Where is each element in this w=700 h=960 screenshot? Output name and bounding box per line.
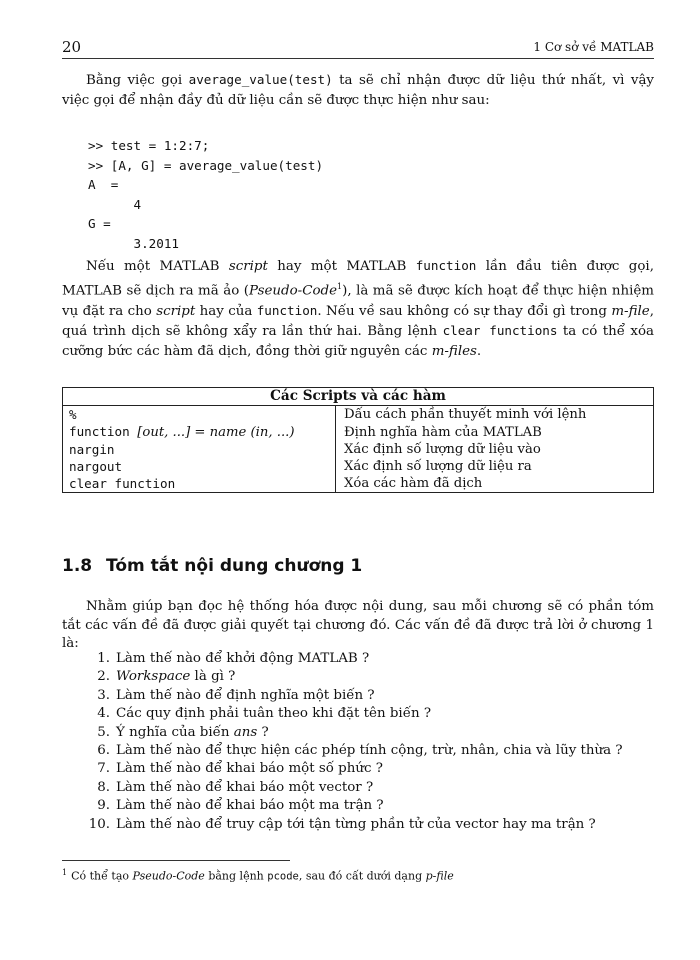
paragraph-summary-intro: Nhằm giúp bạn đọc hệ thống hóa được nội dung, sau mỗi chương sẽ có phần tóm tắt các vấn đề đã được giải quyết tại chương đó. Các vấn đề đã được trả lời ở chương 1 là:	[62, 599, 654, 652]
footnote-mark: 1	[62, 868, 68, 877]
section-title: Tóm tắt nội dung chương 1	[106, 556, 363, 576]
page-header	[62, 38, 654, 59]
table-row: function [out, ...] = name (in, ...) Định nghĩa hàm của MATLAB	[63, 423, 654, 441]
section-number: 1.8	[62, 556, 93, 576]
code-block: >> test = 1:2:7; >> [A, G] = average_value(test) A = 4 G = 3.2011	[88, 138, 324, 251]
footnote-divider	[62, 860, 290, 861]
list-item: 3. Làm thế nào để định nghĩa một biến ?	[97, 687, 375, 703]
list-item: 5. Ý nghĩa của biến ans ?	[97, 724, 269, 740]
paragraph-intro: Bằng việc gọi average_value(test) ta sẽ chỉ nhận được dữ liệu thứ nhất, vì vậy việc gọi để nhận đầy đủ dữ liệu cần sẽ được thực hiện như sau:	[62, 72, 655, 108]
list-item: 9. Làm thế nào để khai báo một ma trận ?	[97, 798, 384, 814]
footnote-ref[interactable]: 1	[337, 281, 343, 291]
list-item: 6. Làm thế nào để thực hiện các phép tính cộng, trừ, nhân, chia và lũy thừa ?	[97, 743, 623, 759]
table-title: Các Scripts và các hàm	[63, 388, 654, 406]
section-heading	[62, 556, 362, 576]
table-row: % Dấu cách phần thuyết minh với lệnh	[63, 406, 654, 424]
table-row: clear function Xóa các hàm đã dịch	[63, 475, 654, 493]
footnote: $^1$ Có thể tạo Pseudo-Code bằng lệnh pcode, sau đó cất dưới dạng p-file	[62, 868, 454, 883]
question-list	[62, 650, 654, 834]
list-item: 1. Làm thế nào để khởi động MATLAB ?	[97, 651, 370, 666]
table-row: nargin Xác định số lượng dữ liệu vào	[63, 441, 654, 458]
page-number: 20	[62, 38, 82, 56]
running-title: 1 Cơ sở về MATLAB	[533, 40, 654, 54]
paragraph-pseudo-code: Nếu một MATLAB script hay một MATLAB function lần đầu tiên được gọi, MATLAB sẽ dịch ra mã ảo (Pseudo-Code$^1$), là mã sẽ được kích hoạt để thực hiện nhiệm vụ đặt ra cho script hay của function. Nếu về sau không có sự thay đổi gì trong m-file, quá trình dịch sẽ không xẩy ra lần thứ hai. Bằng lệnh clear functions ta có thể xóa cưỡng bức các hàm đã dịch, đồng thời giữ nguyên các m-files.	[62, 258, 654, 359]
scripts-functions-table	[62, 387, 654, 493]
table-row: nargout Xác định số lượng dữ liệu ra	[63, 458, 654, 475]
list-item: 2. Workspace là gì ?	[97, 669, 236, 685]
list-item: 4. Các quy định phải tuân theo khi đặt tên biến ?	[97, 706, 432, 722]
inline-code: average_value(test)	[188, 72, 333, 87]
list-item: 8. Làm thế nào để khai báo một vector ?	[97, 779, 374, 795]
list-item: 7. Làm thế nào để khai báo một số phức ?	[97, 761, 383, 777]
list-item: 10. Làm thế nào để truy cập tới tận từng phần tử của vector hay ma trận ?	[88, 816, 596, 832]
